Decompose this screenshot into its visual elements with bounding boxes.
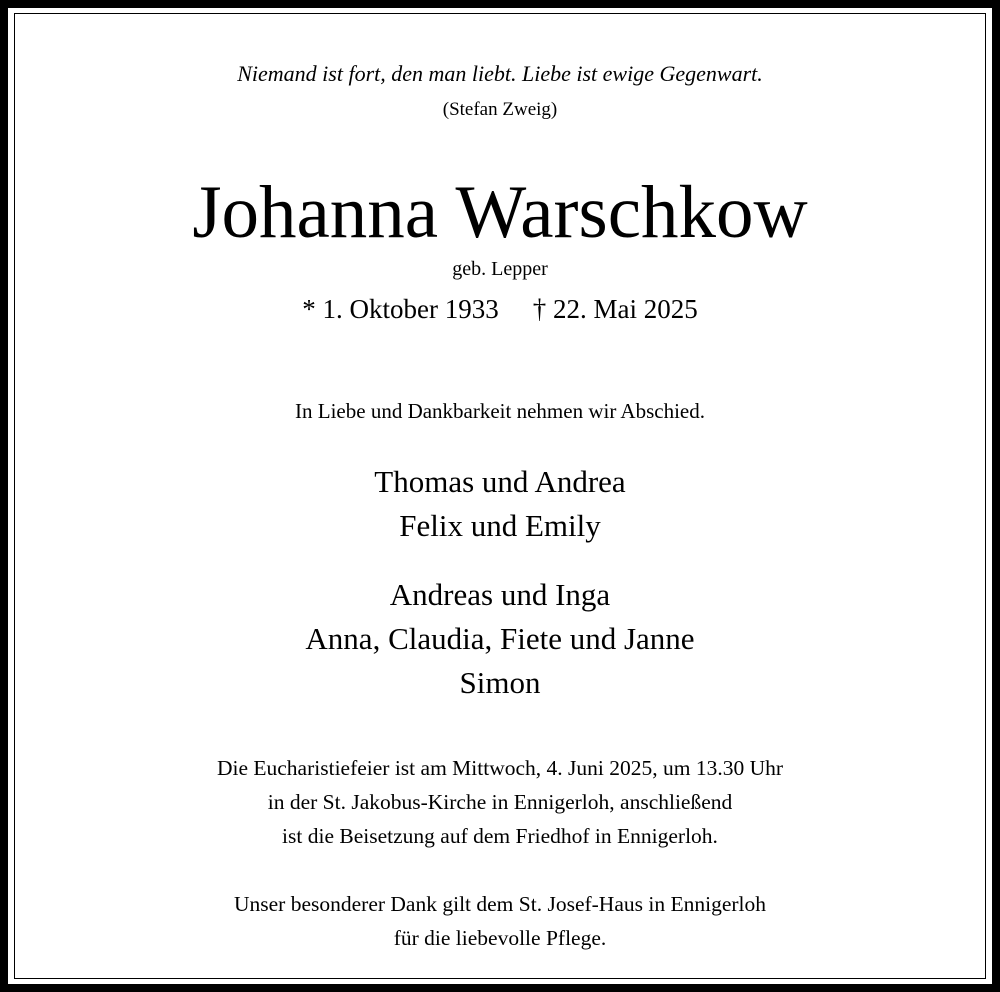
family-line: Felix und Emily	[399, 508, 601, 543]
thanks-line: für die liebevolle Pflege.	[393, 926, 607, 950]
birth-date: * 1. Oktober 1933	[302, 294, 499, 324]
service-line: in der St. Jakobus-Kirche in Ennigerloh, anschließend	[267, 790, 733, 814]
quote-author: (Stefan Zweig)	[442, 99, 558, 120]
death-date: † 22. Mai 2025	[532, 294, 698, 324]
farewell-text: In Liebe und Dankbarkeit nehmen wir Abschied.	[295, 399, 705, 423]
thanks-line: Unser besonderer Dank gilt dem St. Josef-Haus in Ennigerloh	[233, 892, 766, 916]
quote-text: Niemand ist fort, den man liebt. Liebe ist ewige Gegenwart.	[237, 61, 763, 86]
family-line: Anna, Claudia, Fiete und Janne	[305, 621, 695, 656]
family-line: Simon	[459, 665, 541, 700]
deceased-name: Johanna Warschkow	[192, 171, 808, 254]
service-line: Die Eucharistiefeier ist am Mittwoch, 4. Juni 2025, um 13.30 Uhr	[216, 756, 784, 780]
maiden-name: geb. Lepper	[452, 258, 548, 280]
service-line: ist die Beisetzung auf dem Friedhof in Ennigerloh.	[282, 824, 718, 848]
family-line: Andreas und Inga	[389, 577, 611, 612]
life-dates	[0, 296, 1000, 323]
family-line: Thomas und Andrea	[374, 464, 626, 499]
